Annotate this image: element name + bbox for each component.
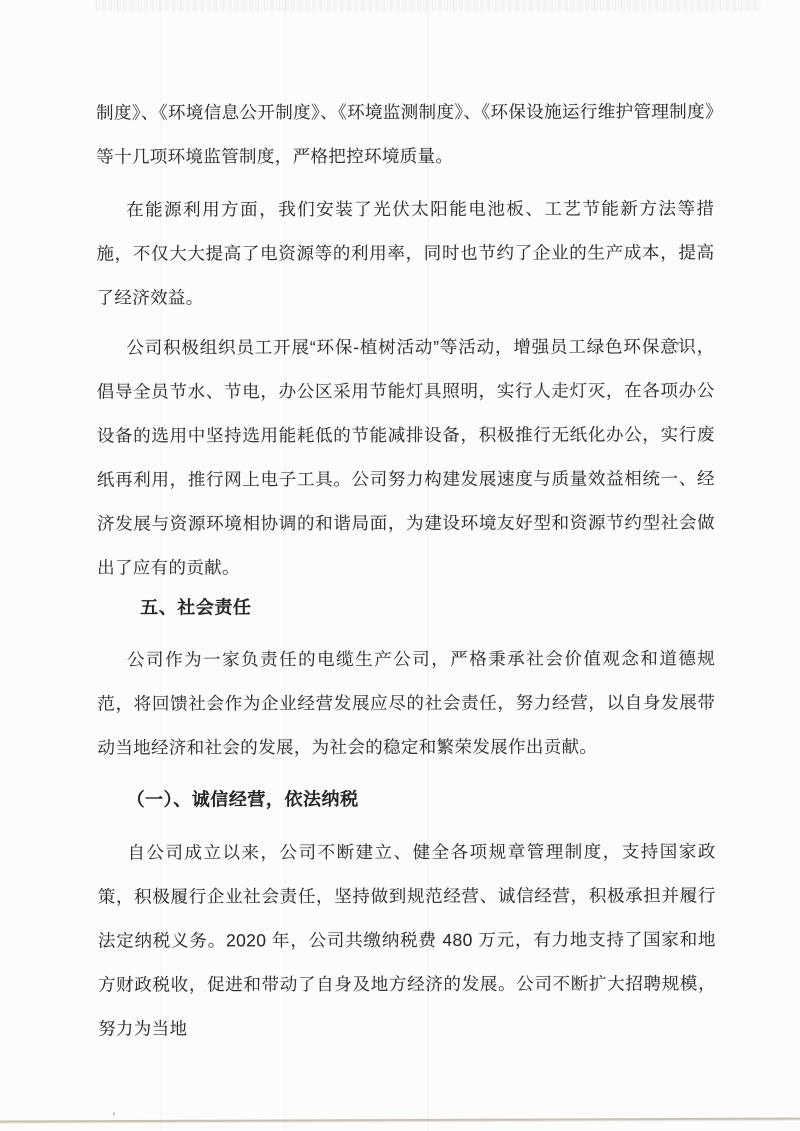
paragraph-responsible-cable-company: 公司作为一家负责任的电缆生产公司，严格秉承社会价值观念和道德规范，将回馈社会作为企业经营发展应尽的社会责任，努力经营，以自身发展带动当地经济和社会的发展，为社会的稳定和繁荣发展作出贡献。	[97, 648, 716, 758]
paper-bottom-edge	[0, 1117, 800, 1122]
section-heading-social-responsibility: 五、社会责任	[140, 597, 252, 618]
subsection-heading-integrity-taxation: （一）、诚信经营，依法纳税	[126, 789, 359, 810]
scan-speck	[113, 1112, 115, 1116]
paragraph-environment-regulation-systems: 制度》、《环境信息公开制度》、《环境监测制度》、《环保设施运行维护管理制度》等十几项环境监管制度，严格把控环境质量。	[96, 101, 715, 167]
document-content	[96, 0, 716, 1051]
paragraph-energy-utilization: 在能源利用方面，我们安装了光伏太阳能电池板、工艺节能新方法等措施，不仅大大提高了电资源等的利用率，同时也节约了企业的生产成本，提高了经济效益。	[96, 198, 715, 308]
paragraph-green-office-activities: 公司积极组织员工开展“环保-植树活动”等活动，增强员工绿色环保意识，倡导全员节水、节电，办公区采用节能灯具照明，实行人走灯灭，在各项办公设备的选用中坚持选用能耗低的节能减排设备，积极推行无纸化办公，实行废纸再利用，推行网上电子工具。公司努力构建发展速度与质量效益相统一、经济发展与资源环境相协调的和谐局面，为建设环境友好型和资源节约型社会做出了应有的贡献。	[96, 336, 716, 578]
paragraph-tax-contribution: 自公司成立以来，公司不断建立、健全各项规章管理制度，支持国家政策，积极履行企业社会责任，坚持做到规范经营、诚信经营，积极承担并履行法定纳税义务。2020 年，公司共缴纳税费 480 万元，有力地支持了国家和地方财政税收，促进和带动了自身及地方经济的发展。公司不断扩大招聘规模，努力为当地	[97, 841, 716, 1039]
